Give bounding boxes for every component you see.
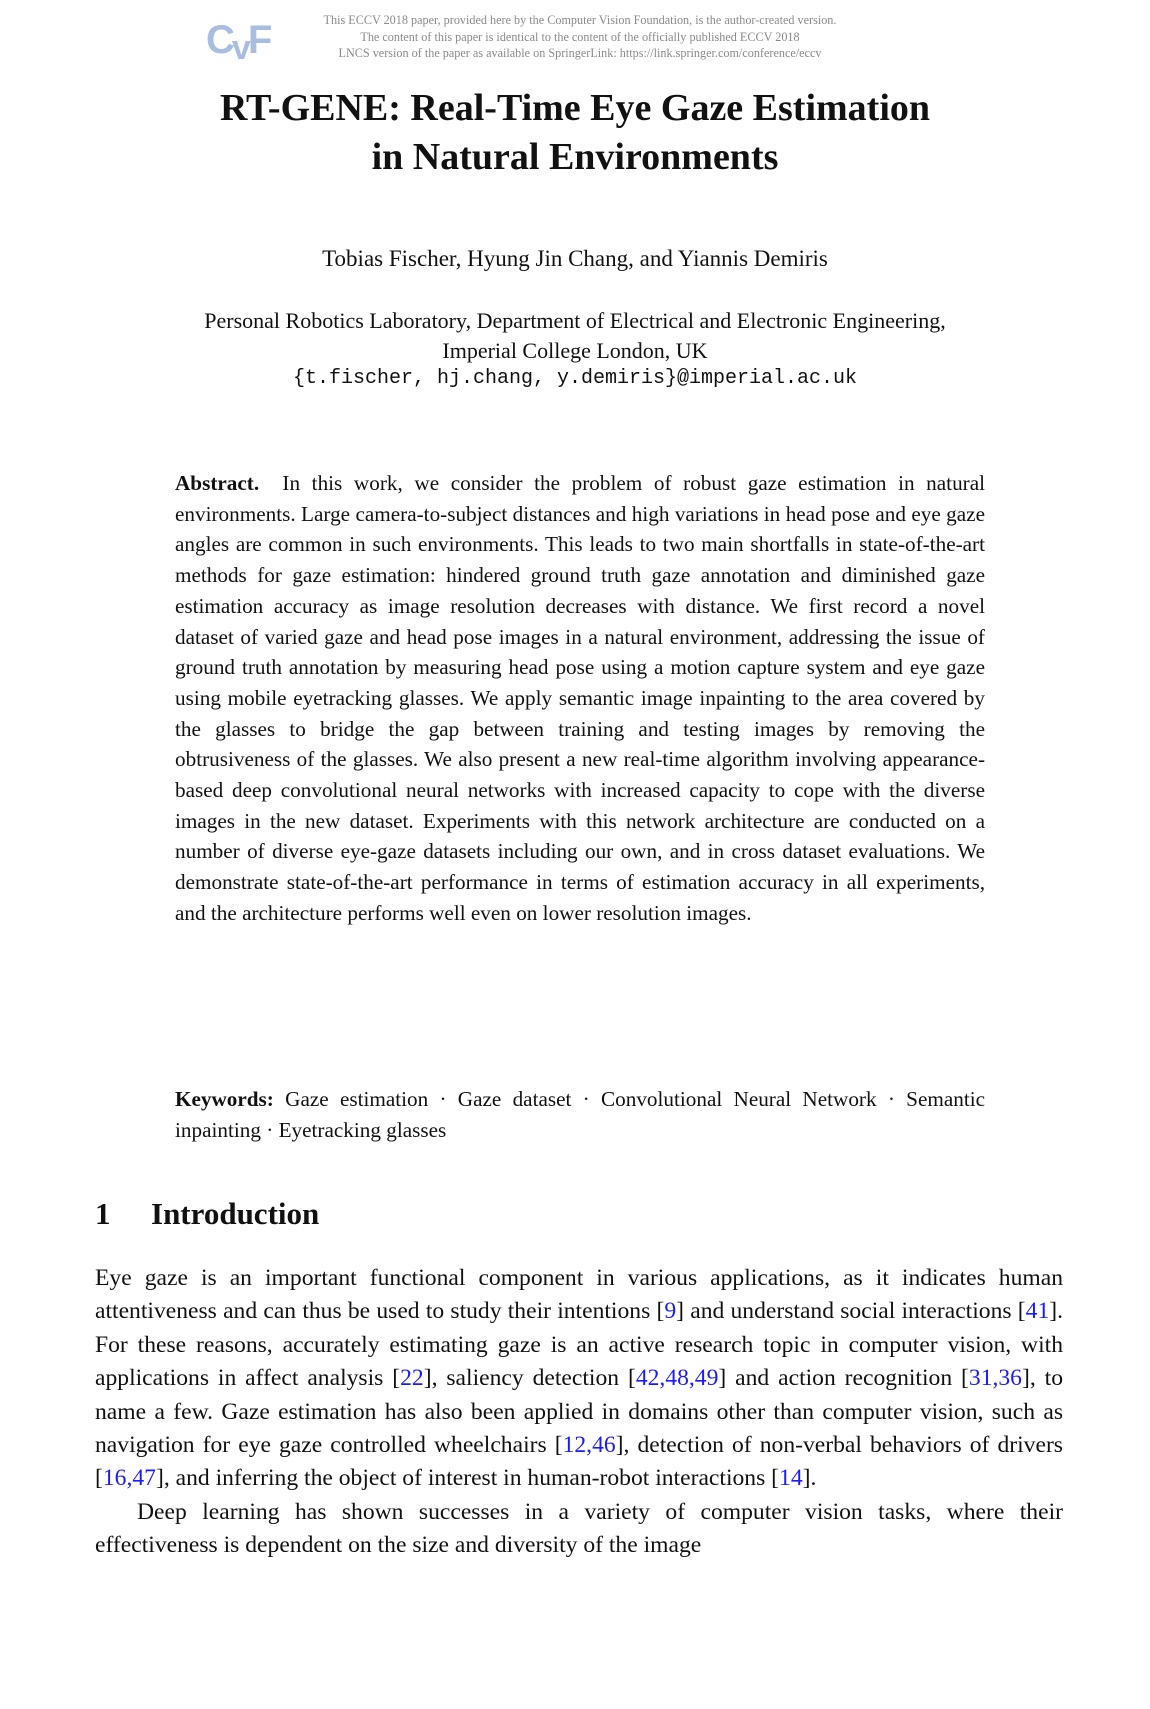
affiliation-line: Imperial College London, UK	[442, 338, 708, 363]
title-line: in Natural Environments	[371, 136, 779, 178]
citation-link[interactable]: 42,48,49	[635, 1365, 719, 1392]
intro-paragraph-1: Eye gaze is an important functional component in various applications, as it indicates human attentiveness and can thus be used to study their intentions [9] and understand social interactions [41]. For these reasons, accurately estimating gaze is an active research topic in computer vision, with applications in affect analysis [22], saliency detection [42,48,49] and action recognition [31,36], to name a few. Gaze estimation has also been applied in domains other than computer vision, such as navigation for eye gaze controlled wheelchairs [12,46], detection of non-verbal behaviors of drivers [16,47], and inferring the object of interest in human-robot interactions [14].	[95, 1265, 1063, 1492]
introduction-body	[95, 1262, 1063, 1563]
authors: Tobias Fischer, Hyung Jin Chang, and Yiannis Demiris	[322, 246, 828, 271]
keywords	[175, 1084, 985, 1146]
notice-line: LNCS version of the paper as available on SpringerLink: https://link.springer.com/conference/eccv	[338, 46, 822, 60]
affiliation-line: Personal Robotics Laboratory, Department of Electrical and Electronic Engineering,	[204, 308, 946, 333]
abstract-label: Abstract.	[175, 471, 260, 495]
citation-link[interactable]: 16,47	[102, 1465, 156, 1492]
author-emails: {t.fischer, hj.chang, y.demiris}@imperial.ac.uk	[292, 367, 858, 390]
keywords-text: Gaze estimation · Gaze dataset · Convolutional Neural Network · Semantic inpainting · Eyetracking glasses	[175, 1087, 986, 1142]
abstract-text: In this work, we consider the problem of robust gaze estimation in natural environments. Large camera-to-subject distances and high variations in head pose and eye gaze angles are common in such environments. This leads to two main shortfalls in state-of-the-art methods for gaze estimation: hindered ground truth gaze annotation and diminished gaze estimation accuracy as image resolution decreases with distance. We first record a novel dataset of varied gaze and head pose images in a natural environment, addressing the issue of ground truth annotation by measuring head pose using a motion capture system and eye gaze using mobile eyetracking glasses. We apply semantic image inpainting to the area covered by the glasses to bridge the gap between training and testing images by removing the obtrusiveness of the glasses. We also present a new real-time algorithm involving appearance-based deep convolutional neural networks with increased capacity to cope with the diverse images in the new dataset. Experiments with this network architecture are conducted on a number of diverse eye-gaze datasets including our own, and in cross dataset evaluations. We demonstrate state-of-the-art performance in terms of estimation accuracy in all experiments, and the architecture performs well even on lower resolution images.	[175, 471, 986, 925]
citation-link[interactable]: 31,36	[968, 1365, 1022, 1392]
cvf-header	[0, 12, 1150, 67]
intro-paragraph-2: Deep learning has shown successes in a variety of computer vision tasks, where their effectiveness is dependent on the size and diversity of the image	[95, 1498, 1063, 1559]
abstract	[175, 468, 985, 929]
citation-link[interactable]: 12,46	[562, 1432, 616, 1459]
notice-line: This ECCV 2018 paper, provided here by the Computer Vision Foundation, is the author-created version.	[323, 13, 837, 27]
paper-title	[0, 84, 1150, 182]
citation-link[interactable]: 14	[779, 1465, 803, 1492]
section-title: Introduction	[151, 1196, 320, 1231]
affiliation	[0, 306, 1150, 366]
title-line: RT-GENE: Real-Time Eye Gaze Estimation	[219, 87, 931, 129]
citation-link[interactable]: 41	[1025, 1298, 1050, 1325]
section-number: 1	[95, 1196, 111, 1231]
section-heading	[95, 1196, 319, 1232]
cvf-notice	[270, 12, 890, 62]
keywords-label: Keywords:	[175, 1087, 274, 1111]
cvf-logo-icon: CvF	[206, 18, 270, 67]
citation-link[interactable]: 22	[400, 1365, 424, 1392]
citation-link[interactable]: 9	[664, 1298, 677, 1325]
notice-line: The content of this paper is identical to the content of the officially published ECCV 2018	[360, 29, 800, 44]
